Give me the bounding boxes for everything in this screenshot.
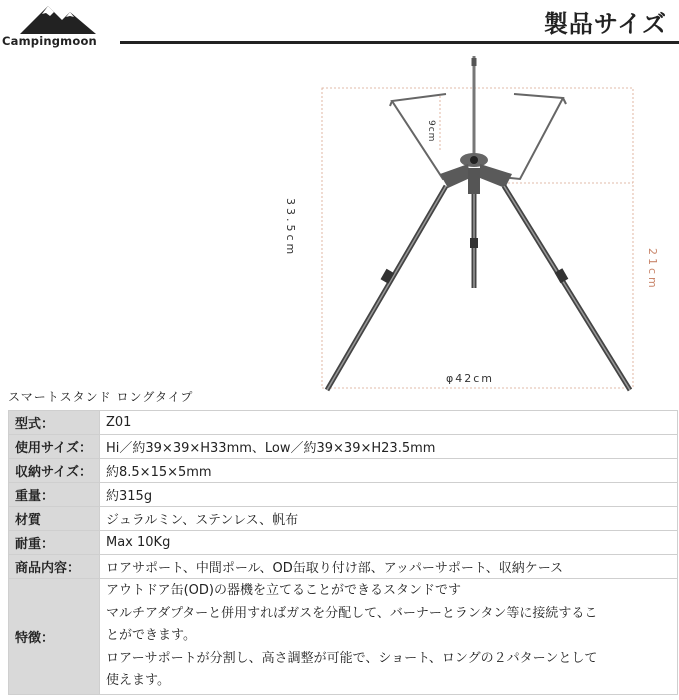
spec-key: 材質 xyxy=(9,507,100,531)
feature-line: 使えます。 xyxy=(106,673,170,688)
dim-diameter-label: φ42cm xyxy=(446,372,495,385)
spec-table xyxy=(8,410,678,695)
table-row xyxy=(9,435,678,459)
brand-name: Campingmoon xyxy=(2,34,97,48)
spec-key: 使用サイズ： xyxy=(9,435,100,459)
spec-key: 型式： xyxy=(9,411,100,435)
feature-line: ロアーサポートが分割し、高さ調整が可能で、ショート、ロングの２パターンとして xyxy=(106,650,598,666)
dim-inner-label: 9cm xyxy=(426,120,436,143)
stand-illustration xyxy=(0,56,679,396)
table-row xyxy=(9,555,678,579)
spec-key: 商品内容： xyxy=(9,555,100,579)
feature-line: とができます。 xyxy=(106,628,196,643)
header-rule xyxy=(120,41,679,44)
product-diagram xyxy=(0,56,679,396)
spec-value: Z01 xyxy=(100,411,678,435)
spec-value: ロアサポート、中間ポール、OD缶取り付け部、アッパーサポート、収納ケース xyxy=(100,555,678,579)
feature-line: アウトドア缶(OD)の器機を立てることができるスタンドです xyxy=(106,583,461,598)
table-row xyxy=(9,507,678,531)
feature-line: マルチアダプターと併用すればガスを分配して、バーナーとランタン等に接続するこ xyxy=(106,605,598,621)
mountain-logo-icon xyxy=(18,2,98,36)
spec-value: Hi／約39×39×H33mm、Low／約39×39×H23.5mm xyxy=(100,435,678,459)
table-row xyxy=(9,459,678,483)
page-title: 製品サイズ xyxy=(543,10,667,38)
spec-key: 重量： xyxy=(9,483,100,507)
spec-key: 耐重： xyxy=(9,531,100,555)
product-name: スマートスタンド ロングタイプ xyxy=(8,390,194,404)
table-row xyxy=(9,531,678,555)
spec-key: 特徴： xyxy=(9,579,100,695)
features-text xyxy=(100,579,678,695)
spec-value: 約8.5×15×5mm xyxy=(100,459,678,483)
header xyxy=(0,0,679,56)
spec-value: 約315g xyxy=(100,483,678,507)
table-row-features xyxy=(9,579,678,695)
table-row xyxy=(9,411,678,435)
dim-height-label: 33.5cm xyxy=(284,198,297,258)
spec-key: 収納サイズ： xyxy=(9,459,100,483)
spec-value: ジュラルミン、ステンレス、帆布 xyxy=(100,507,678,531)
table-row xyxy=(9,483,678,507)
spec-value: Max 10Kg xyxy=(100,531,678,555)
dim-side-label: 21cm xyxy=(646,248,659,291)
